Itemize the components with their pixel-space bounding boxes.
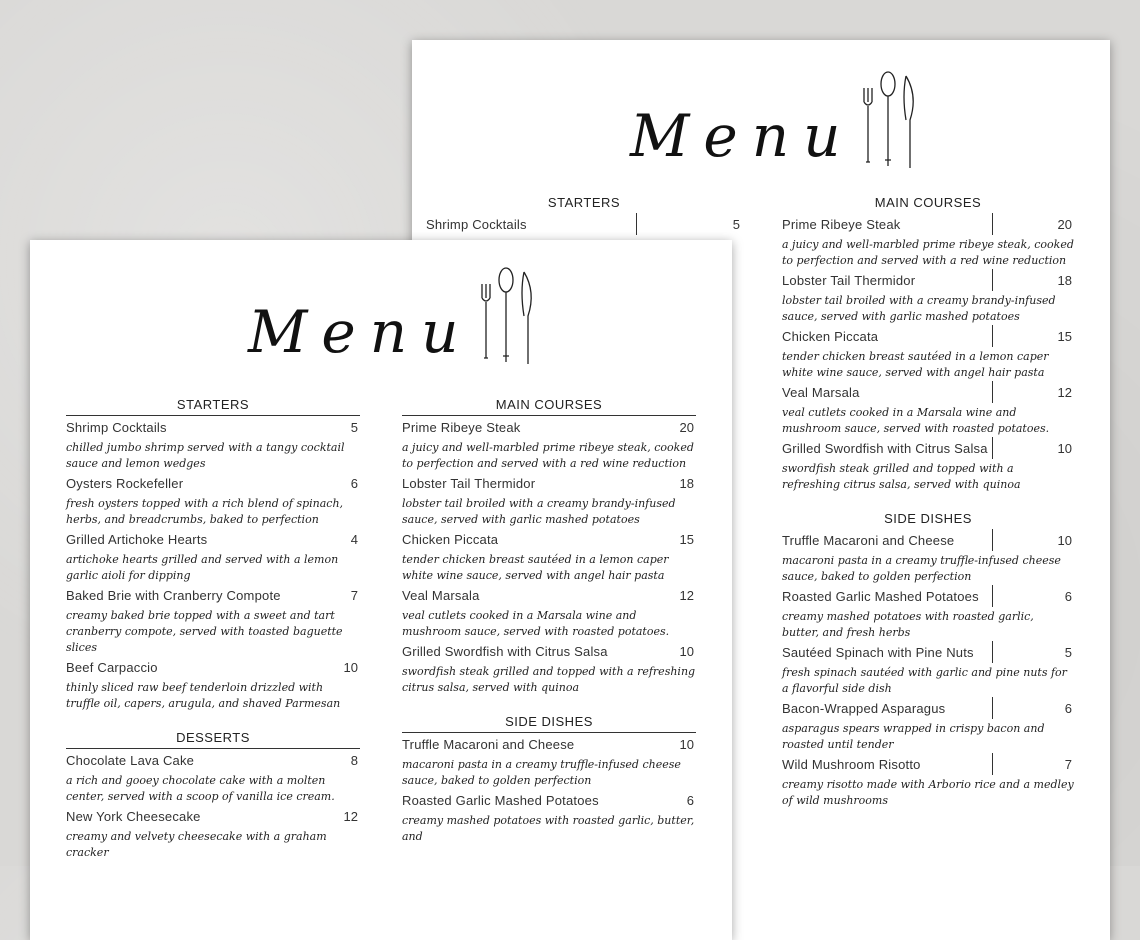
item-price: 7: [1064, 757, 1072, 772]
item-description: veal cutlets cooked in a Marsala wine and mushroom sauce, served with roasted potatoes.: [782, 406, 1050, 435]
item-description: tender chicken breast sautéed in a lemon caper white wine sauce, served with angel hair pasta: [782, 350, 1049, 379]
section-title: SIDE DISHES: [402, 714, 696, 733]
item-price: 18: [679, 476, 694, 491]
price-divider: [992, 697, 993, 719]
item-name: Veal Marsala: [782, 385, 860, 400]
item-description: lobster tail broiled with a creamy brandy-infused sauce, served with garlic mashed potatoes: [402, 497, 676, 526]
price-divider: [992, 381, 993, 403]
menu-section: [402, 397, 696, 696]
item-name: Oysters Rockefeller: [66, 476, 184, 491]
price-divider: [992, 753, 993, 775]
item-name: Grilled Swordfish with Citrus Salsa: [402, 644, 608, 659]
menu-item: [782, 645, 1074, 660]
menu-title-block: [248, 256, 542, 366]
menu-item: [66, 420, 360, 435]
section-title: SIDE DISHES: [884, 511, 972, 526]
item-price: 6: [350, 476, 358, 491]
price-divider: [992, 529, 993, 551]
price-divider: [992, 437, 993, 459]
menu-item: [402, 737, 696, 752]
item-price: 20: [679, 420, 694, 435]
item-price: 6: [1064, 589, 1072, 604]
item-price: 7: [350, 588, 358, 603]
menu-item: [66, 809, 360, 824]
item-price: 12: [1057, 385, 1072, 400]
menu-item: [782, 757, 1074, 772]
section-title: DESSERTS: [66, 730, 360, 749]
item-name: New York Cheesecake: [66, 809, 201, 824]
menu-title-block: [630, 60, 924, 170]
item-description: asparagus spears wrapped in crispy bacon and roasted until tender: [782, 722, 1045, 751]
price-divider: [992, 641, 993, 663]
item-description: swordfish steak grilled and topped with a refreshing citrus salsa, served with quinoa: [782, 462, 1021, 491]
price-divider: [636, 213, 637, 235]
menu-item: [782, 701, 1074, 716]
menu-item: [66, 476, 360, 491]
item-price: 15: [679, 532, 694, 547]
item-name: Truffle Macaroni and Cheese: [782, 533, 955, 548]
item-name: Bacon-Wrapped Asparagus: [782, 701, 946, 716]
item-name: Lobster Tail Thermidor: [782, 273, 916, 288]
item-name: Sautéed Spinach with Pine Nuts: [782, 645, 974, 660]
item-description: a rich and gooey chocolate cake with a molten center, served with a scoop of vanilla ice cream.: [66, 774, 335, 803]
item-price: 12: [343, 809, 358, 824]
menu-section: [782, 511, 1074, 809]
item-description: thinly sliced raw beef tenderloin drizzled with truffle oil, capers, arugula, and shaved Parmesan: [66, 681, 341, 710]
menu-item: [402, 420, 696, 435]
item-name: Shrimp Cocktails: [66, 420, 167, 435]
item-price: 6: [686, 793, 694, 808]
item-description: tender chicken breast sautéed in a lemon caper white wine sauce, served with angel hair pasta: [402, 553, 669, 582]
menu-title: Menu: [248, 298, 473, 366]
item-name: Grilled Artichoke Hearts: [66, 532, 208, 547]
item-price: 5: [732, 217, 740, 232]
item-description: fresh spinach sautéed with garlic and pine nuts for a flavorful side dish: [782, 666, 1067, 695]
item-price: 10: [679, 644, 694, 659]
item-description: lobster tail broiled with a creamy brandy-infused sauce, served with garlic mashed potatoes: [782, 294, 1056, 323]
item-name: Prime Ribeye Steak: [782, 217, 901, 232]
menu-item: [782, 217, 1074, 232]
item-name: Chocolate Lava Cake: [66, 753, 195, 768]
item-description: creamy and velvety cheesecake with a graham cracker: [66, 830, 327, 859]
item-description: artichoke hearts grilled and served with a lemon garlic aioli for dipping: [66, 553, 339, 582]
item-price: 20: [1057, 217, 1072, 232]
price-divider: [992, 585, 993, 607]
item-name: Veal Marsala: [402, 588, 480, 603]
section-title: MAIN COURSES: [402, 397, 696, 416]
item-price: 8: [350, 753, 358, 768]
menu-section: [402, 714, 696, 845]
item-price: 5: [1064, 645, 1072, 660]
item-name: Roasted Garlic Mashed Potatoes: [402, 793, 599, 808]
cutlery-icon: [472, 256, 542, 366]
front-right-column: [402, 397, 696, 863]
section-title: STARTERS: [547, 195, 621, 210]
item-name: Chicken Piccata: [402, 532, 499, 547]
menu-item: [402, 476, 696, 491]
menu-item: [66, 753, 360, 768]
section-title: STARTERS: [66, 397, 360, 416]
menu-item: [782, 589, 1074, 604]
front-left-column: [66, 397, 360, 879]
item-description: creamy mashed potatoes with roasted garlic, butter, and: [402, 814, 695, 843]
item-price: 10: [679, 737, 694, 752]
item-price: 4: [350, 532, 358, 547]
menu-item: [782, 441, 1074, 456]
item-name: Lobster Tail Thermidor: [402, 476, 536, 491]
item-description: swordfish steak grilled and topped with a refreshing citrus salsa, served with quinoa: [402, 665, 696, 694]
item-name: Grilled Swordfish with Citrus Salsa: [782, 441, 988, 456]
item-description: macaroni pasta in a creamy truffle-infused cheese sauce, baked to golden perfection: [782, 554, 1061, 583]
item-price: 10: [1057, 533, 1072, 548]
menu-item: [402, 532, 696, 547]
item-price: 12: [679, 588, 694, 603]
menu-section: [66, 730, 360, 861]
item-name: Shrimp Cocktails: [426, 217, 527, 232]
menu-section: [426, 195, 742, 232]
menu-item: [782, 329, 1074, 344]
item-price: 15: [1057, 329, 1072, 344]
item-name: Truffle Macaroni and Cheese: [402, 737, 575, 752]
menu-item: [66, 532, 360, 547]
cutlery-icon: [854, 60, 924, 170]
menu-item: [402, 793, 696, 808]
menu-item: [402, 644, 696, 659]
menu-section: [782, 195, 1074, 493]
item-name: Wild Mushroom Risotto: [782, 757, 921, 772]
section-title: MAIN COURSES: [874, 195, 982, 210]
item-description: macaroni pasta in a creamy truffle-infused cheese sauce, baked to golden perfection: [402, 758, 681, 787]
item-price: 6: [1064, 701, 1072, 716]
item-description: chilled jumbo shrimp served with a tangy cocktail sauce and lemon wedges: [66, 441, 345, 470]
menu-title: Menu: [630, 102, 855, 170]
price-divider: [992, 269, 993, 291]
back-right-column: [782, 195, 1074, 827]
front-menu-sheet: [30, 240, 732, 940]
item-name: Prime Ribeye Steak: [402, 420, 521, 435]
item-name: Beef Carpaccio: [66, 660, 158, 675]
item-description: creamy risotto made with Arborio rice and a medley of wild mushrooms: [782, 778, 1074, 807]
menu-item: [782, 273, 1074, 288]
item-description: fresh oysters topped with a rich blend of spinach, herbs, and breadcrumbs, baked to perfection: [66, 497, 344, 526]
item-name: Baked Brie with Cranberry Compote: [66, 588, 281, 603]
item-description: creamy baked brie topped with a sweet and tart cranberry compote, served with toasted baguette slices: [66, 609, 343, 654]
item-description: veal cutlets cooked in a Marsala wine and mushroom sauce, served with roasted potatoes.: [402, 609, 670, 638]
item-name: Roasted Garlic Mashed Potatoes: [782, 589, 979, 604]
menu-item: [426, 217, 742, 232]
item-description: creamy mashed potatoes with roasted garlic, butter, and fresh herbs: [782, 610, 1034, 639]
menu-item: [782, 385, 1074, 400]
menu-section: [66, 397, 360, 712]
menu-item: [782, 533, 1074, 548]
price-divider: [992, 325, 993, 347]
item-description: a juicy and well-marbled prime ribeye steak, cooked to perfection and served with a red wine reduction: [402, 441, 694, 470]
item-price: 10: [1057, 441, 1072, 456]
menu-item: [66, 588, 360, 603]
item-price: 18: [1057, 273, 1072, 288]
menu-item: [402, 588, 696, 603]
item-price: 10: [343, 660, 358, 675]
item-price: 5: [350, 420, 358, 435]
item-name: Chicken Piccata: [782, 329, 879, 344]
price-divider: [992, 213, 993, 235]
menu-item: [66, 660, 360, 675]
item-description: a juicy and well-marbled prime ribeye steak, cooked to perfection and served with a red wine reduction: [782, 238, 1074, 267]
